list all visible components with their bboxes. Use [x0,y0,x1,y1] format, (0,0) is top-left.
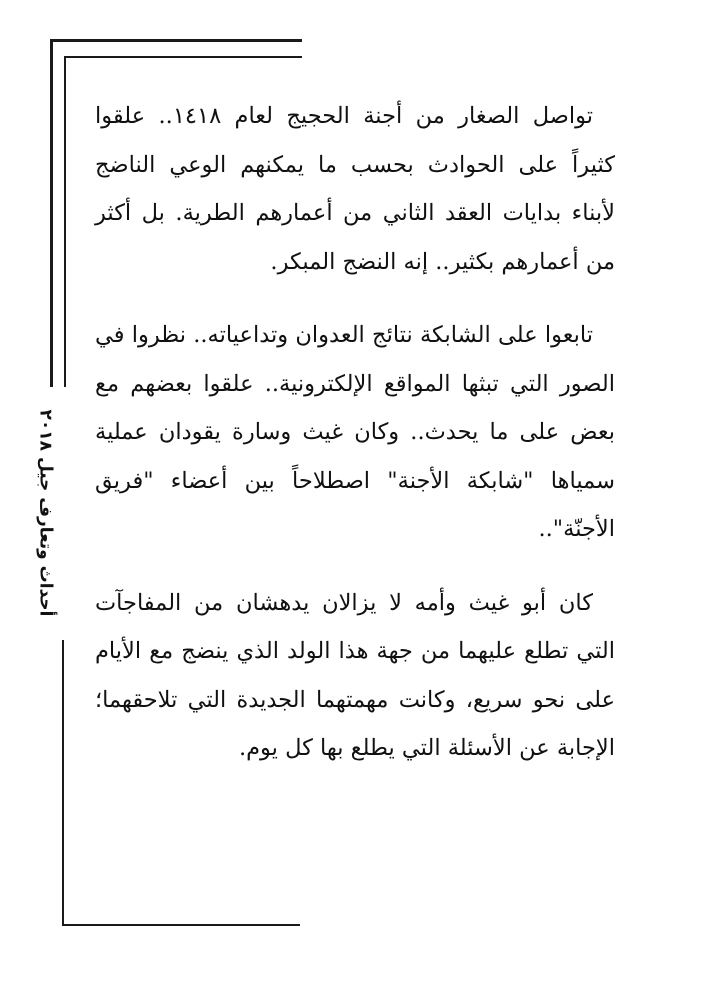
frame-top-line-inner [64,56,302,58]
paragraph-3: كان أبو غيث وأمه لا يزالان يدهشان من المفاجآت التي تطلع عليهما من جهة هذا الولد الذي ينضج مع الأيام على نحو سريع، وكانت مهمتهما الجديدة التي تلاحقهما؛ الإجابة عن الأسئلة التي يطلع بها كل يوم. [95,589,615,761]
frame-left-line-lower [62,640,64,926]
running-header-text: أحداث وتعارف جيل ٢٠١٨ [35,409,56,617]
body-text [95,92,615,798]
frame-left-line-outer [50,39,53,387]
frame-left-line-inner [64,56,66,387]
paragraph-2: تابعوا على الشابكة نتائج العدوان وتداعياته.. نظروا في الصور التي تبثها المواقع الإلكترونية.. علقوا بعضهم مع بعض على ما يحدث.. وكان غيث وسارة يقودان عملية سمياها "شابكة الأجنة" اصطلاحاً بين أعضاء "فريق الأجنّة".. [95,322,615,542]
frame-top-line-outer [50,39,302,42]
paragraph-1: تواصل الصغار من أجنة الحجيج لعام ١٤١٨.. علقوا كثيراً على الحوادث بحسب ما يمكنهم الوعي الناضج لأبناء بدايات العقد الثاني من أعمارهم الطرية. بل أكثر من أعمارهم بكثير.. إنه النضج المبكر. [95,103,615,275]
frame-bottom-line [62,924,300,926]
running-header [30,388,60,638]
